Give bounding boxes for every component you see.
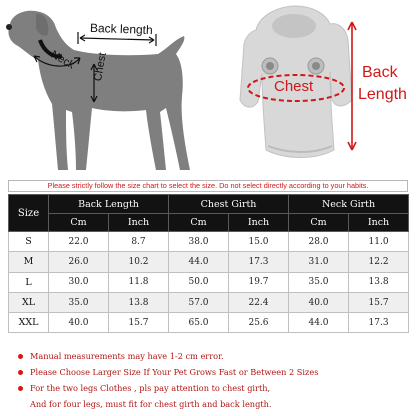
back-length-label: Back length bbox=[89, 20, 153, 38]
table-cell: 15.7 bbox=[109, 313, 169, 333]
table-cell: 15.0 bbox=[229, 232, 289, 252]
table-cell: 13.8 bbox=[349, 272, 409, 292]
note-text: And for four legs, must fit for chest girth and back length. bbox=[30, 399, 272, 409]
hoodie-length-label: Length bbox=[358, 86, 407, 103]
table-cell: 40.0 bbox=[289, 292, 349, 312]
list-item bbox=[16, 348, 408, 364]
table-cell: 8.7 bbox=[109, 232, 169, 252]
table-cell: 12.2 bbox=[349, 252, 409, 272]
table-cell: 15.7 bbox=[349, 292, 409, 312]
table-cell: 35.0 bbox=[49, 292, 109, 312]
table-cell: 17.3 bbox=[229, 252, 289, 272]
table-cell: 35.0 bbox=[289, 272, 349, 292]
table-cell: 31.0 bbox=[289, 252, 349, 272]
unit-header-inch: Inch bbox=[349, 214, 409, 232]
table-cell: 44.0 bbox=[289, 313, 349, 333]
table-cell: 50.0 bbox=[169, 272, 229, 292]
hoodie-back-label: Back bbox=[362, 64, 398, 81]
measurement-diagram bbox=[0, 0, 416, 176]
notes-list bbox=[16, 348, 408, 412]
note-text: Manual measurements may have 1-2 cm error. bbox=[30, 351, 224, 361]
back-length-header: Back Length bbox=[49, 195, 169, 214]
table-row bbox=[9, 313, 409, 333]
size-column-header: Size bbox=[9, 195, 49, 232]
table-cell: 11.8 bbox=[109, 272, 169, 292]
table-cell: 17.3 bbox=[349, 313, 409, 333]
table-row bbox=[9, 292, 409, 312]
size-cell: XXL bbox=[9, 313, 49, 333]
table-row bbox=[9, 232, 409, 252]
measurement-illustration bbox=[0, 0, 416, 176]
neck-label: Neck bbox=[48, 48, 77, 72]
table-cell: 22.0 bbox=[49, 232, 109, 252]
size-notice: Please strictly follow the size chart to select the size. Do not select directly according to your habits. bbox=[8, 180, 408, 192]
table-row bbox=[9, 272, 409, 292]
unit-header-cm: Cm bbox=[49, 214, 109, 232]
chest-label: Chest bbox=[92, 51, 109, 83]
size-cell: L bbox=[9, 272, 49, 292]
list-item bbox=[16, 396, 408, 412]
table-cell: 38.0 bbox=[169, 232, 229, 252]
note-text: Please Choose Larger Size If Your Pet Grows Fast or Between 2 Sizes bbox=[30, 367, 319, 377]
list-item bbox=[16, 364, 408, 380]
size-cell: M bbox=[9, 252, 49, 272]
table-cell: 30.0 bbox=[49, 272, 109, 292]
table-cell: 40.0 bbox=[49, 313, 109, 333]
table-row bbox=[9, 252, 409, 272]
table-cell: 57.0 bbox=[169, 292, 229, 312]
chest-girth-header: Chest Girth bbox=[169, 195, 289, 214]
table-cell: 26.0 bbox=[49, 252, 109, 272]
table-cell: 10.2 bbox=[109, 252, 169, 272]
neck-girth-header: Neck Girth bbox=[289, 195, 409, 214]
table-cell: 25.6 bbox=[229, 313, 289, 333]
size-chart-table bbox=[8, 194, 409, 333]
dog-nose bbox=[6, 24, 12, 30]
table-cell: 13.8 bbox=[109, 292, 169, 312]
unit-header-inch: Inch bbox=[109, 214, 169, 232]
bullet-dot-icon bbox=[18, 370, 23, 375]
table-cell: 11.0 bbox=[349, 232, 409, 252]
list-item bbox=[16, 380, 408, 396]
unit-header-cm: Cm bbox=[289, 214, 349, 232]
hoodie-chest-label: Chest bbox=[274, 78, 314, 95]
table-cell: 28.0 bbox=[289, 232, 349, 252]
unit-header-cm: Cm bbox=[169, 214, 229, 232]
size-cell: XL bbox=[9, 292, 49, 312]
bullet-dot-icon bbox=[18, 386, 23, 391]
unit-header-inch: Inch bbox=[229, 214, 289, 232]
bullet-dot-icon bbox=[18, 354, 23, 359]
table-cell: 44.0 bbox=[169, 252, 229, 272]
table-cell: 22.4 bbox=[229, 292, 289, 312]
table-cell: 19.7 bbox=[229, 272, 289, 292]
size-cell: S bbox=[9, 232, 49, 252]
table-cell: 65.0 bbox=[169, 313, 229, 333]
note-text: For the two legs Clothes , pls pay attention to chest girth, bbox=[30, 383, 271, 393]
